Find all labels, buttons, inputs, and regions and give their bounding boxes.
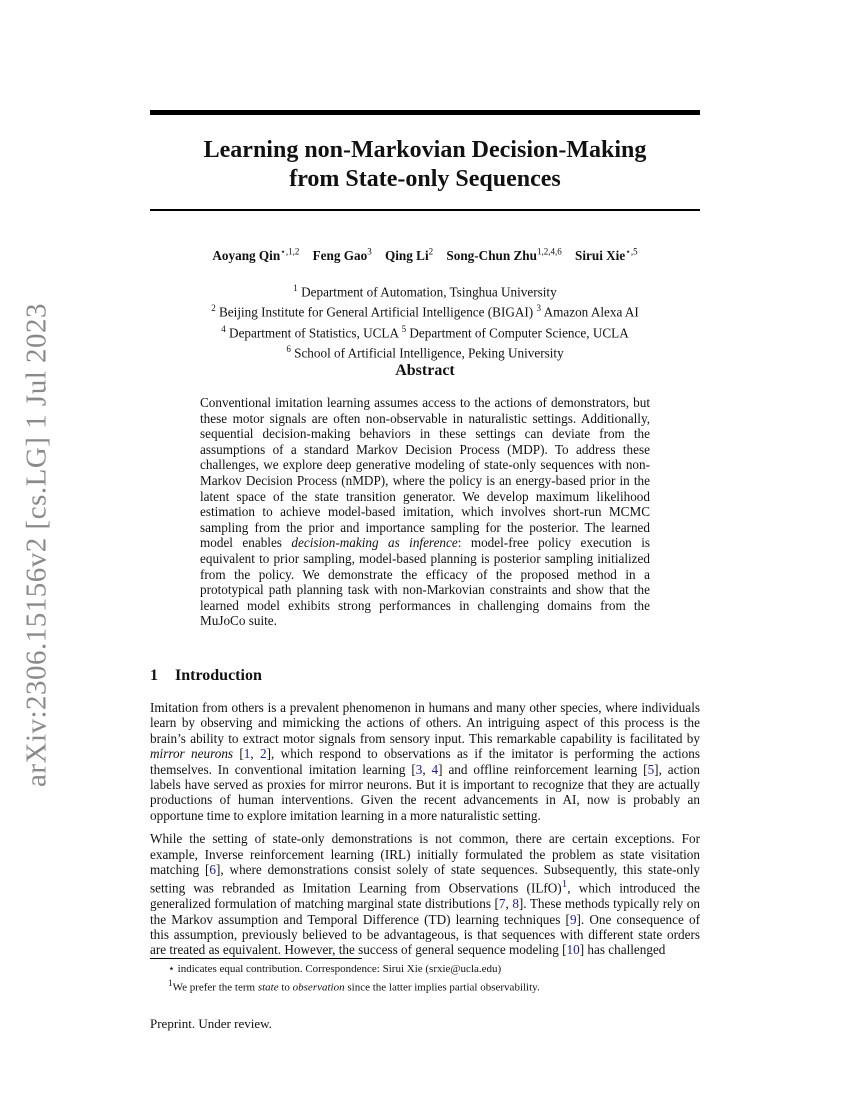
footnote-rule — [150, 958, 362, 959]
footnote-link[interactable]: 1 — [561, 878, 568, 891]
footnote: $^1$We prefer the term state to observation since the latter implies partial observability. — [168, 978, 540, 994]
title-line-1: Learning non-Markovian Decision-Making — [203, 137, 647, 163]
preprint-note: Preprint. Under review. — [150, 1016, 272, 1031]
author: Song-Chun Zhu$^{1,2,4,6}$ — [446, 247, 562, 264]
author: Aoyang Qin$^{⋆,1,2}$ — [212, 247, 300, 264]
section-heading: 1 Introduction — [150, 667, 262, 684]
title-top-rule — [150, 110, 700, 115]
affiliation-line: $^6$ School of Artificial Intelligence, Peking University — [286, 344, 564, 361]
citation-link[interactable]: 2 — [260, 746, 267, 762]
author: Qing Li$^2$ — [385, 247, 434, 264]
paper-title — [150, 136, 700, 194]
affiliations — [150, 280, 700, 362]
author: Sirui Xie$^{⋆,5}$ — [575, 247, 638, 264]
citation-link[interactable]: 5 — [647, 761, 655, 777]
title-bottom-rule — [150, 209, 700, 211]
paragraph: Imitation from others is a prevalent phenomenon in humans and many other species, where individuals learn by observing and mimicking the actions of others. An intriguing aspect of this process is the brain’s ability to extract motor signals from sensory input. This remarkable capability is facilitated by mirror neurons [1, 2], which respond to observations as if the imitator is performing the actions themselves. In conventional imitation learning [3, 4] and offline reinforcement learning [5], action labels have served as proxies for mirror neurons. But it is important to recognize that they are actually productions of human interventions. Given the recent advancements in AI, now is probably an opportune time to explore imitation learning in a more naturalistic setting. — [150, 700, 700, 823]
citation-link[interactable]: 10 — [566, 942, 580, 958]
affiliation-line: $^4$ Department of Statistics, UCLA $^5$ Department of Computer Science, UCLA — [221, 323, 629, 341]
title-line-2: from State-only Sequences — [289, 166, 561, 192]
abstract-text: Conventional imitation learning assumes access to the actions of demonstrators, but these motor signals are often non-observable in naturalistic settings. Additionally, sequential decision-making behaviors in these settings can deviate from the assumptions of a standard Markov Decision Process (MDP). To address these challenges, we explore deep generative modeling of state-only sequences with non-Markov Decision Process (nMDP), where the policy is an energy-based prior in the latent space of the state transition generator. We develop maximum likelihood estimation to achieve model-based imitation, which involves short-run MCMC sampling from the prior and importance sampling for the posterior. The learned model enables decision-making as inference: model-free policy execution is equivalent to prior sampling, model-based planning is posterior sampling initialized from the policy. We demonstrate the efficacy of the proposed method in a prototypical path planning task with non-Markovian constraints and show that the learned model exhibits strong performances in challenging domains from the MuJoCo suite. — [200, 395, 651, 629]
citation-link[interactable]: 6 — [209, 862, 216, 878]
footnote: ⋆ indicates equal contribution. Correspondence: Sirui Xie (srxie@ucla.edu) — [168, 963, 502, 975]
body-text — [150, 700, 700, 966]
author: Feng Gao$^3$ — [312, 247, 372, 264]
citation-link[interactable]: 9 — [569, 911, 577, 927]
citation-link[interactable]: 8 — [512, 896, 519, 912]
paragraph: While the setting of state-only demonstrations is not common, there are certain exceptions. For example, Inverse reinforcement learning (IRL) initially formulated the problem as state visitation matching [6], where demonstrations consist solely of state sequences. Subsequently, this state-only setting was rebranded as Imitation Learning from Observations (ILfO)$^1$, which introduced the generalized formulation of matching marginal state distributions [7, 8]. These methods typically rely on the Markov assumption and Temporal Difference (TD) learning techniques [9]. One consequence of this assumption, previously believed to be advantageous, is that sequences with different state orders are treated as equivalent. However, the success of general sequence modeling [10] has challenged — [150, 831, 701, 958]
abstract-heading: Abstract — [395, 362, 455, 379]
affiliation-line: $^1$ Department of Automation, Tsinghua University — [293, 283, 557, 300]
arxiv-stamp-text: arXiv:2306.15156v2 [cs.LG] 1 Jul 2023 — [20, 302, 53, 788]
author-list — [150, 247, 700, 264]
citation-link[interactable]: 1 — [243, 746, 251, 762]
citation-link[interactable]: 4 — [431, 761, 439, 777]
citation-link[interactable]: 3 — [415, 761, 423, 777]
citation-link[interactable]: 7 — [498, 896, 506, 912]
arxiv-stamp — [14, 302, 60, 788]
affiliation-line: $^2$ Beijing Institute for General Artificial Intelligence (BIGAI) $^3$ Amazon Alexa AI — [211, 303, 639, 320]
footnotes — [150, 962, 700, 995]
